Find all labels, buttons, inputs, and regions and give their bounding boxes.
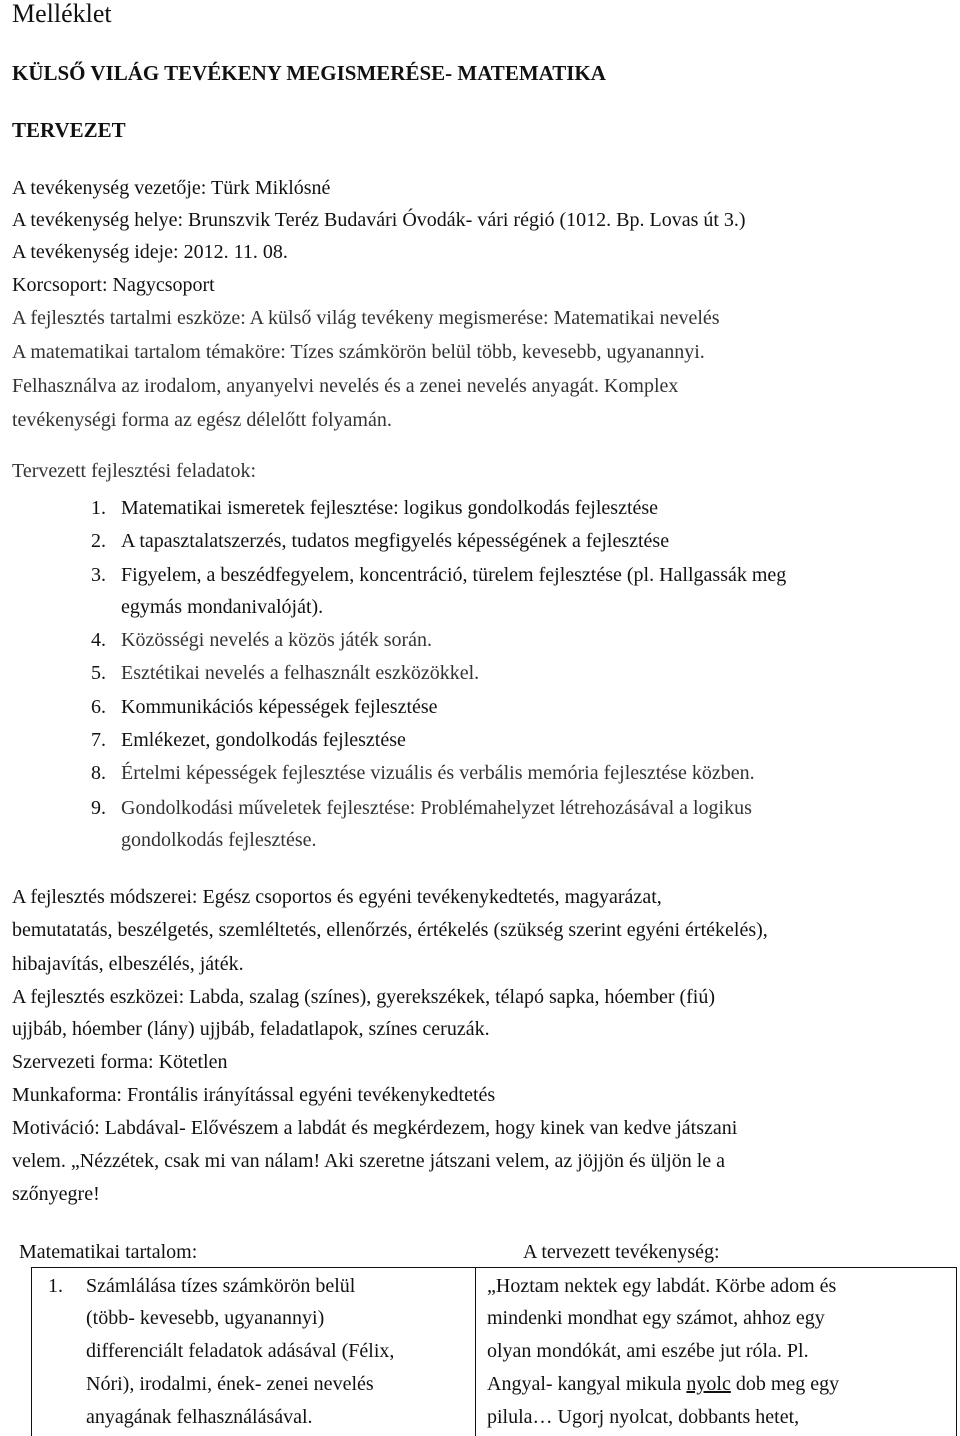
document-title: KÜLSŐ VILÁG TEVÉKENY MEGISMERÉSE- MATEMATIKA [12, 61, 606, 85]
table-cell-line: olyan mondókát, ami eszébe jut róla. Pl. [487, 1340, 809, 1362]
task-number: 5. [91, 662, 106, 684]
info-place: A tevékenység helye: Brunszvik Teréz Budavári Óvodák- vári régió (1012. Bp. Lovas út 3.) [12, 209, 746, 231]
methods-line: bemutatatás, beszélgetés, szemléltetés, ellenőrzés, értékelés (szükség szerint egyéni értékelés), [12, 919, 768, 941]
tasks-heading: Tervezett fejlesztési feladatok: [12, 460, 257, 482]
task-number: 4. [91, 629, 106, 651]
task-number: 9. [91, 797, 106, 819]
organizational-form: Szervezeti forma: Kötetlen [12, 1051, 228, 1073]
task-item: Értelmi képességek fejlesztése vizuális és verbális memória fejlesztése közben. [121, 762, 755, 784]
rhyme-text: dob meg egy [730, 1373, 840, 1395]
task-item-continued: egymás mondanivalóját). [121, 596, 324, 618]
task-item: Gondolkodási műveletek fejlesztése: Problémahelyzet létrehozásával a logikus [121, 797, 752, 819]
task-item: Figyelem, a beszédfegyelem, koncentráció, türelem fejlesztése (pl. Hallgassák meg [121, 564, 787, 586]
tools-line: A fejlesztés eszközei: Labda, szalag (színes), gyerekszékek, télapó sapka, hóember (fiú) [12, 986, 716, 1008]
task-number: 1. [91, 497, 106, 519]
task-number: 2. [91, 530, 106, 552]
info-materials-1: Felhasználva az irodalom, anyanyelvi nevelés és a zenei nevelés anyagát. Komplex [12, 375, 679, 397]
task-number: 3. [91, 564, 106, 586]
info-date: A tevékenység ideje: 2012. 11. 08. [12, 241, 288, 263]
task-item: Kommunikációs képességek fejlesztése [121, 696, 438, 718]
tools-line: ujjbáb, hóember (lány) ujjbáb, feladatlapok, színes ceruzák. [12, 1018, 490, 1040]
task-item: Közösségi nevelés a közös játék során. [121, 629, 433, 651]
work-form: Munkaforma: Frontális irányítással egyéni tevékenykedtetés [12, 1084, 496, 1106]
methods-line: hibajavítás, elbeszélés, játék. [12, 953, 244, 975]
table-header-activity: A tervezett tevékenység: [523, 1241, 720, 1263]
document-subtitle: TERVEZET [12, 118, 126, 142]
underlined-number-word: nyolc [686, 1373, 731, 1395]
table-cell-line: (több- kevesebb, ugyanannyi) [86, 1307, 325, 1329]
methods-line: A fejlesztés módszerei: Egész csoportos és egyéni tevékenykedtetés, magyarázat, [12, 886, 662, 908]
task-item: A tapasztalatszerzés, tudatos megfigyelés képességének a fejlesztése [121, 530, 670, 552]
table-header-content: Matematikai tartalom: [19, 1241, 198, 1263]
info-age-group: Korcsoport: Nagycsoport [12, 274, 215, 296]
table-cell-line: Nóri), irodalmi, ének- zenei nevelés [86, 1373, 374, 1395]
table-cell-line: mindenki mondhat egy számot, ahhoz egy [487, 1307, 825, 1329]
table-cell-line: pilula… Ugorj nyolcat, dobbants hetet, [487, 1406, 800, 1428]
task-number: 7. [91, 729, 106, 751]
table-column-divider [475, 1267, 476, 1436]
table-cell-line: „Hoztam nektek egy labdát. Körbe adom és [487, 1275, 837, 1297]
attachment-heading: Melléklet [12, 0, 112, 28]
info-materials-2: tevékenységi forma az egész délelőtt folyamán. [12, 409, 392, 431]
task-item: Emlékezet, gondolkodás fejlesztése [121, 729, 406, 751]
task-item-continued: gondolkodás fejlesztése. [121, 829, 317, 851]
table-cell-line: anyagának felhasználásával. [86, 1406, 313, 1428]
task-item: Matematikai ismeretek fejlesztése: logikus gondolkodás fejlesztése [121, 497, 659, 519]
task-number: 8. [91, 762, 106, 784]
table-cell-line: differenciált feladatok adásával (Félix, [86, 1340, 395, 1362]
info-leader: A tevékenység vezetője: Türk Miklósné [12, 177, 331, 199]
info-topic: A matematikai tartalom témaköre: Tízes számkörön belül több, kevesebb, ugyanannyi. [12, 341, 705, 363]
rhyme-text: Angyal- kangyal mikula [487, 1373, 687, 1395]
table-cell-number: 1. [48, 1275, 63, 1297]
table-cell-line: Számlálása tízes számkörön belül [86, 1275, 356, 1297]
motivation-line: velem. „Nézzétek, csak mi van nálam! Aki szeretne játszani velem, az jöjjön és üljön le a [12, 1150, 726, 1172]
motivation-line: szőnyegre! [12, 1183, 100, 1205]
info-content-tool: A fejlesztés tartalmi eszköze: A külső világ tevékeny megismerése: Matematikai nevelés [12, 307, 720, 329]
task-item: Esztétikai nevelés a felhasznált eszközökkel. [121, 662, 480, 684]
task-number: 6. [91, 696, 106, 718]
motivation-line: Motiváció: Labdával- Elővészem a labdát és megkérdezem, hogy kinek van kedve játszani [12, 1117, 738, 1139]
table-cell-line [487, 1368, 839, 1400]
